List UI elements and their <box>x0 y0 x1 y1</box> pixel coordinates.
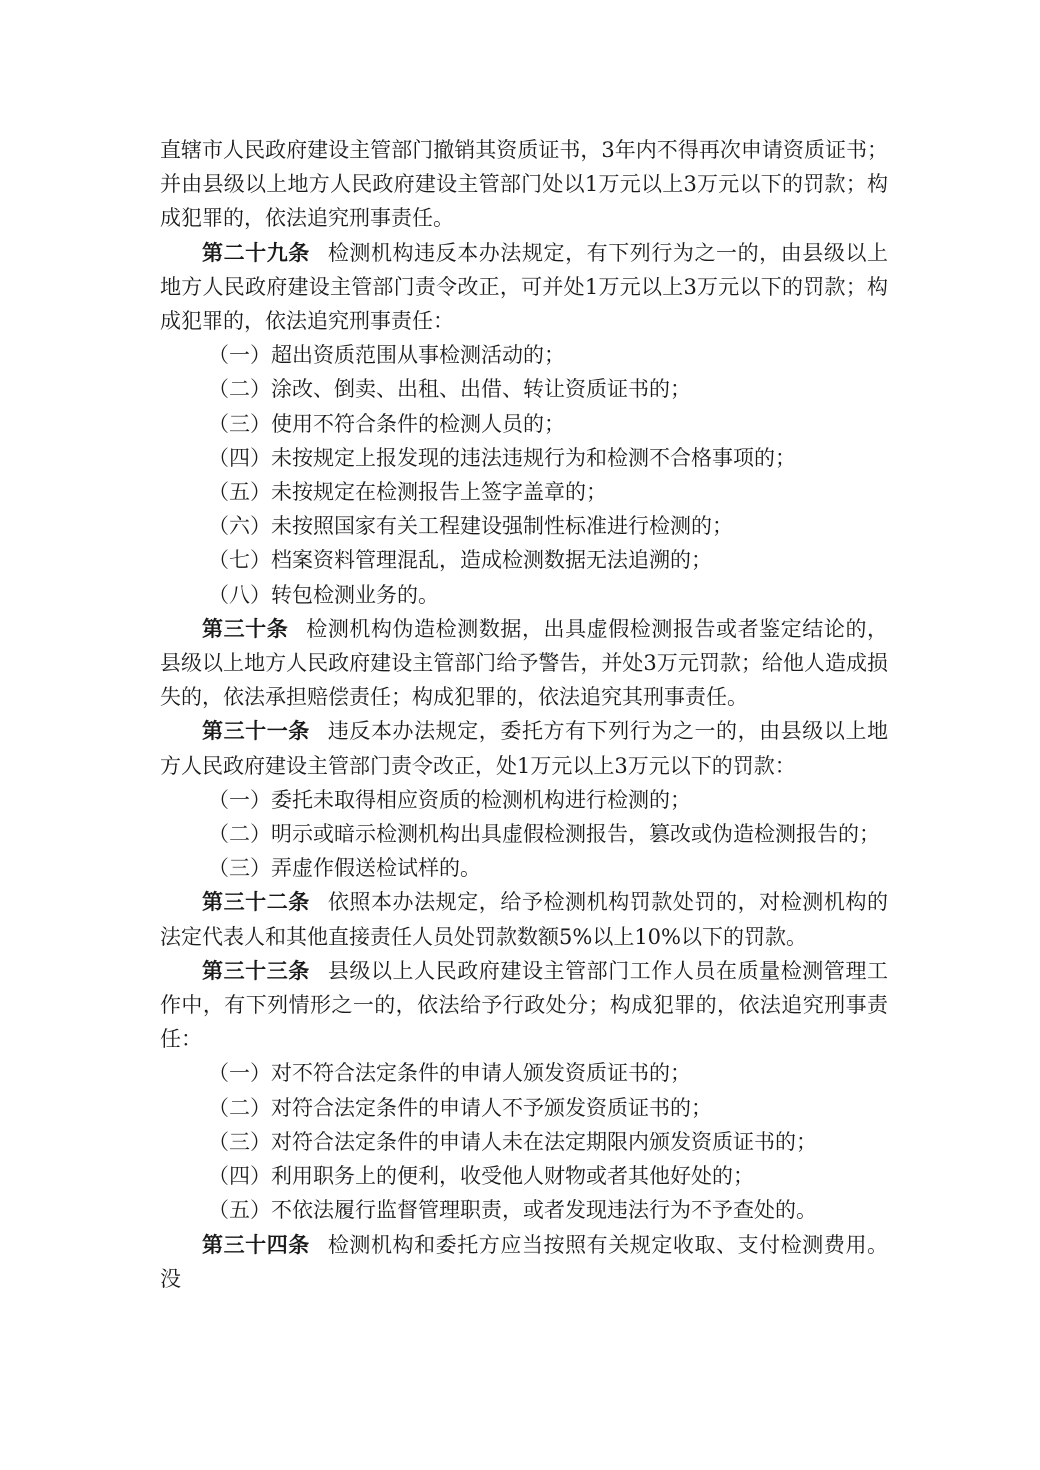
paragraph-text: 直辖市人民政府建设主管部门撤销其资质证书，3年内不得再次申请资质证书；并由县级以上地方人民政府建设主管部门处以1万元以上3万元以下的罚款；构成犯罪的，依法追究刑事责任。 <box>160 138 888 231</box>
list-item: （八）转包检测业务的。 <box>208 582 439 607</box>
article-text: 检测机构违反本办法规定，有下列行为之一的，由县级以上地方人民政府建设主管部门责令改正，可并处1万元以上3万元以下的罚款；构成犯罪的，依法追究刑事责任： <box>160 240 889 334</box>
list-item: （一）委托未取得相应资质的检测机构进行检测的； <box>208 787 691 812</box>
list-item: （五）未按规定在检测报告上签字盖章的； <box>208 480 607 505</box>
list-item: （三）使用不符合条件的检测人员的； <box>208 411 565 436</box>
article-title: 第三十条 <box>202 616 289 641</box>
article-title: 第三十一条 <box>202 719 310 744</box>
article-text: 县级以上人民政府建设主管部门工作人员在质量检测管理工作中，有下列情形之一的，依法给予行政处分；构成犯罪的，依法追究刑事责任： <box>160 958 889 1052</box>
article-text: 检测机构伪造检测数据，出具虚假检测报告或者鉴定结论的，县级以上地方人民政府建设主管部门给予警告，并处3万元罚款；给他人造成损失的，依法承担赔偿责任；构成犯罪的，依法追究其刑事责任。 <box>160 616 889 710</box>
list-item: （三）对符合法定条件的申请人未在法定期限内颁发资质证书的； <box>208 1129 817 1154</box>
list-item: （六）未按照国家有关工程建设强制性标准进行检测的； <box>208 514 733 539</box>
list-item: （七）档案资料管理混乱，造成检测数据无法追溯的； <box>208 548 712 573</box>
article-title: 第三十三条 <box>202 958 310 983</box>
list-item: （二）明示或暗示检测机构出具虚假检测报告，篡改或伪造检测报告的； <box>208 822 880 847</box>
article-30 <box>160 612 888 715</box>
article-34 <box>160 1228 888 1296</box>
document-body <box>160 133 888 1296</box>
article-29 <box>160 236 888 339</box>
list-item: （一）超出资质范围从事检测活动的； <box>208 343 565 368</box>
paragraph-continuation <box>160 133 888 236</box>
article-33 <box>160 954 888 1057</box>
list-item: （三）弄虚作假送检试样的。 <box>208 856 481 881</box>
list-item: （二）涂改、倒卖、出租、出借、转让资质证书的； <box>208 377 691 402</box>
article-31 <box>160 714 888 782</box>
article-text: 违反本办法规定，委托方有下列行为之一的，由县级以上地方人民政府建设主管部门责令改正，处1万元以上3万元以下的罚款： <box>160 719 889 778</box>
article-text: 依照本办法规定，给予检测机构罚款处罚的，对检测机构的法定代表人和其他直接责任人员处罚款数额5%以上10%以下的罚款。 <box>160 890 889 949</box>
article-32 <box>160 885 888 953</box>
list-item: （四）未按规定上报发现的违法违规行为和检测不合格事项的； <box>208 445 796 470</box>
article-text: 检测机构和委托方应当按照有关规定收取、支付检测费用。没 <box>160 1232 889 1291</box>
list-item: （二）对符合法定条件的申请人不予颁发资质证书的； <box>208 1095 712 1120</box>
article-title: 第二十九条 <box>202 240 310 265</box>
list-item: （五）不依法履行监督管理职责，或者发现违法行为不予查处的。 <box>208 1198 817 1223</box>
article-title: 第三十四条 <box>202 1232 310 1257</box>
list-item: （四）利用职务上的便利，收受他人财物或者其他好处的； <box>208 1164 754 1189</box>
article-title: 第三十二条 <box>202 890 310 915</box>
list-item: （一）对不符合法定条件的申请人颁发资质证书的； <box>208 1061 691 1086</box>
